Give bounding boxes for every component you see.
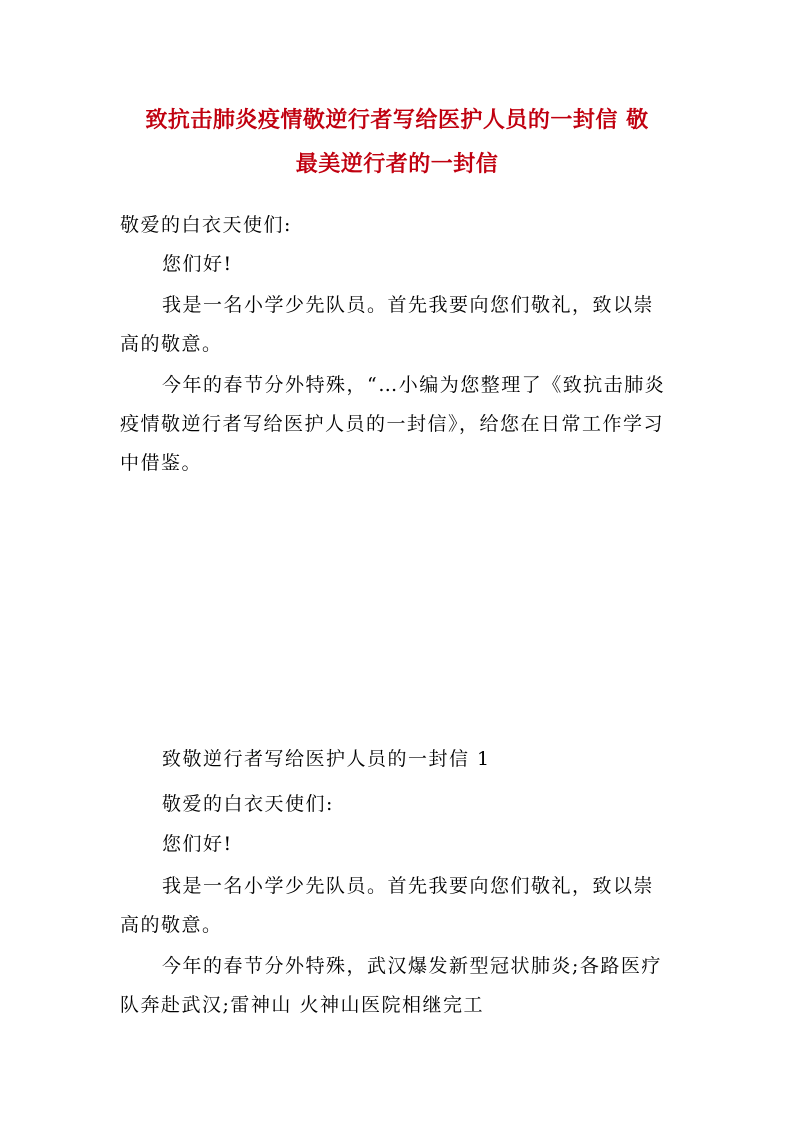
document-title-line-1: 致抗击肺炎疫情敬逆行者写给医护人员的一封信 敬 (145, 107, 649, 133)
letter-paragraph-2: 今年的春节分外特殊，武汉爆发新型冠状肺炎;各路医疗队奔赴武汉;雷神山 火神山医院相继完工 (120, 955, 662, 1016)
letter-paragraph-1: 我是一名小学少先队员。首先我要向您们敬礼，致以崇高的敬意。 (120, 875, 655, 936)
intro-paragraph-2: 今年的春节分外特殊，“…小编为您整理了《致抗击肺炎疫情敬逆行者写给医护人员的一封信》，给您在日常工作学习中借鉴。 (120, 374, 666, 474)
intro-paragraph-1: 我是一名小学少先队员。首先我要向您们敬礼，致以崇高的敬意。 (120, 294, 655, 355)
letter-greeting: 您们好! (162, 833, 233, 855)
document-title-line-2: 最美逆行者的一封信 (295, 151, 499, 177)
intro-salutation: 敬爱的白衣天使们: (120, 214, 292, 236)
letter-heading: 致敬逆行者写给医护人员的一封信 1 (162, 748, 491, 770)
intro-greeting: 您们好! (162, 253, 233, 275)
letter-salutation: 敬爱的白衣天使们: (162, 793, 334, 815)
